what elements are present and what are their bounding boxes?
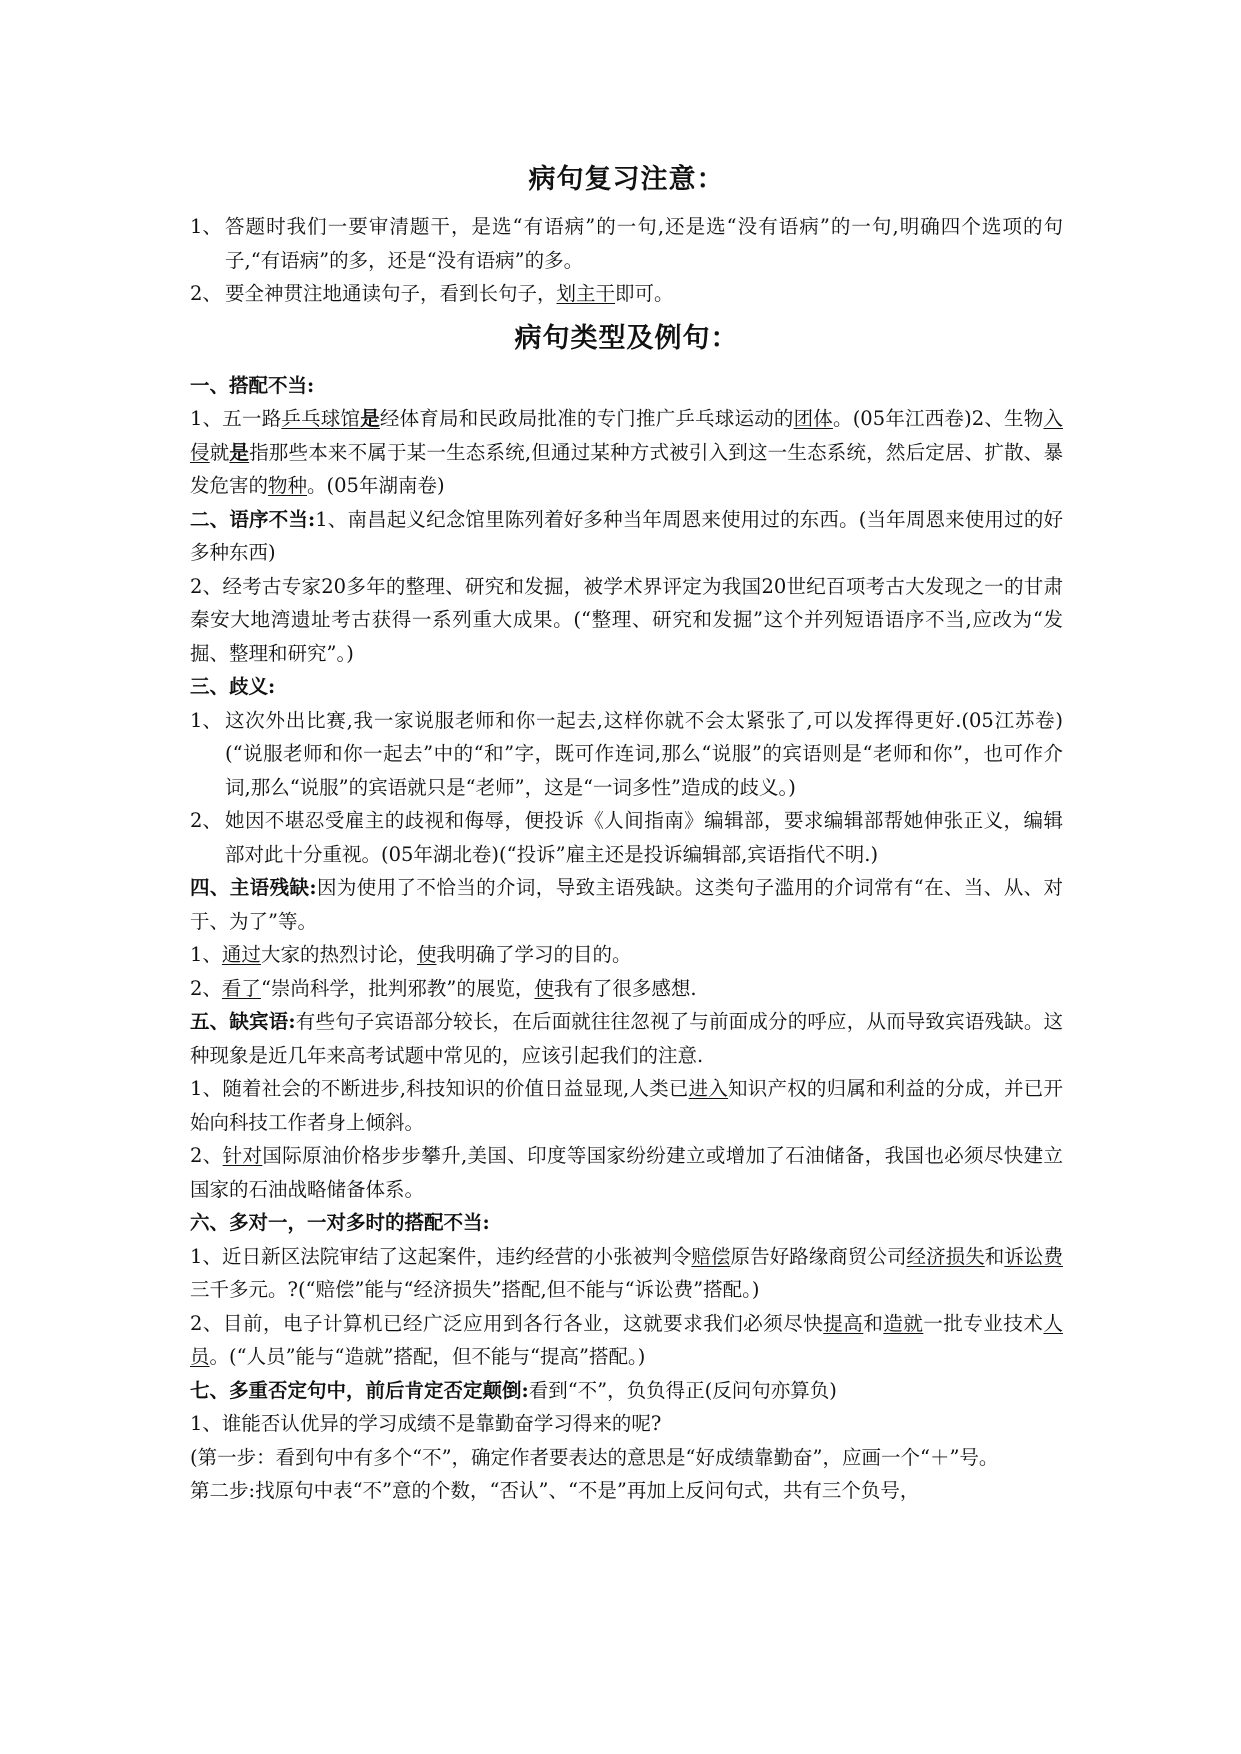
text-part: 。(“人员”能与“造就”搭配，但不能与“提高”搭配。)	[209, 1345, 646, 1368]
section-2-example-1	[190, 503, 1063, 570]
text-part: 。(05年江西卷)2、生物	[833, 407, 1044, 430]
section-1-examples	[190, 402, 1063, 503]
section-6-example-2	[190, 1307, 1063, 1374]
text-part: 1、五一路	[190, 407, 282, 430]
text-part: 知识产权的归属和利益的分成，并已开始向科技工作者身上倾斜。	[190, 1077, 1063, 1134]
note-text: 答题时我们一要审清题干，是选“有语病”的一句,还是选“没有语病”的一句,明确四个选项的句子,“有语病”的多，还是“没有语病”的多。	[225, 215, 1063, 272]
underlined-term: 划主干	[556, 282, 616, 305]
underlined-term: 人员	[190, 1311, 1063, 1368]
note-text-part: 要全神贯注地通读句子，看到长句子，	[225, 282, 557, 305]
note-text	[225, 277, 1063, 311]
item-number: 2、	[190, 809, 222, 832]
item-text: 这次外出比赛,我一家说服老师和你一起去,这样你就不会太紧张了,可以发挥得更好.(05江苏卷) (“说服老师和你一起去”中的“和”字，既可作连词,那么“说服”的宾语则是“老师和你”，也可作介词,那么“说服”的宾语就只是“老师”，这是“一词多性”造成的歧义。)	[225, 708, 1083, 799]
section-7-step-2: 第二步:找原句中表“不”意的个数，“否认”、“不是”再加上反问句式，共有三个负号，	[190, 1479, 920, 1502]
note-number: 1、	[190, 215, 222, 238]
text-part: 2、	[190, 1144, 223, 1167]
text-part: 有些句子宾语部分较长，在后面就往往忽视了与前面成分的呼应，从而导致宾语残缺。这种现象是近几年来高考试题中常见的，应该引起我们的注意.	[190, 1010, 1063, 1067]
section-4-example-1	[190, 938, 1063, 972]
underlined-term: 造就	[883, 1311, 924, 1335]
section-7-intro	[190, 1374, 1063, 1408]
section-3-heading: 三、歧义:	[190, 675, 276, 698]
underlined-term: 赔偿	[691, 1244, 731, 1268]
note-item-1	[190, 210, 1063, 277]
text-part: 和	[984, 1244, 1005, 1268]
text-part: 1、南昌起义纪念馆里陈列着好多种当年周恩来使用过的东西。(当年周恩来使用过的好多种东西)	[190, 507, 1064, 564]
note-item-2	[190, 277, 1063, 311]
note-text-part: 即可。	[615, 282, 674, 305]
section-1-heading: 一、搭配不当:	[190, 373, 315, 397]
underlined-term: 通过	[221, 943, 261, 966]
underlined-term: 使	[416, 943, 437, 966]
item-number: 1、	[190, 708, 222, 732]
text-part: 因为使用了不恰当的介词，导致主语残缺。这类句子滥用的介词常有“在、当、从、对于、为了”等。	[190, 876, 1063, 933]
item-text: 她因不堪忍受雇主的歧视和侮辱，便投诉《人间指南》编辑部，要求编辑部帮她伸张正义，编辑部对此十分重视。(05年湖北卷)(“投诉”雇主还是投诉编辑部,宾语指代不明.)	[225, 809, 1063, 866]
text-part: 国际原油价格步步攀升,美国、印度等国家纷纷建立或增加了石油储备，我国也必须尽快建立国家的石油战略储备体系。	[190, 1144, 1063, 1201]
section-7-example-1: 1、谁能否认优异的学习成绩不是靠勤奋学习得来的呢?	[190, 1412, 662, 1435]
section-2-example-2: 2、经考古专家20多年的整理、研究和发掘，被学术界评定为我国20世纪百项考古大发现之一的甘肃秦安大地湾遗址考古获得一系列重大成果。(“整理、研究和发掘”这个并列短语语序不当,应改为“发掘、整理和研究”。)	[190, 574, 1063, 665]
section-7-heading: 七、多重否定句中，前后肯定否定颠倒:	[190, 1378, 529, 1402]
text-part: 就	[209, 440, 230, 464]
sentence-types-title: 病句类型及例句：	[514, 322, 739, 354]
note-number: 2、	[190, 282, 222, 305]
underlined-term: 提高	[823, 1311, 864, 1335]
underlined-term: 诉讼费	[1004, 1244, 1063, 1268]
underlined-term: 是	[229, 440, 250, 464]
text-part: 经体育局和民政局批准的专门推广乒乓球运动的	[379, 407, 794, 430]
text-part: 我有了很多感想.	[553, 976, 697, 1000]
text-part: 1、随着社会的不断进步,科技知识的价值日益显现,人类已	[190, 1077, 689, 1100]
underlined-term: 看了	[221, 976, 261, 1000]
text-part: 原告好路缘商贸公司	[730, 1244, 907, 1268]
section-6-example-1	[190, 1240, 1063, 1307]
underlined-term: 进入	[688, 1077, 729, 1100]
section-5-example-1	[190, 1072, 1063, 1139]
section-5-example-2	[190, 1139, 1063, 1206]
underlined-term: 针对	[222, 1144, 263, 1167]
underlined-term: 物种	[268, 474, 308, 497]
underlined-term: 团体	[793, 407, 833, 430]
section-6-heading: 六、多对一，一对多时的搭配不当:	[190, 1211, 490, 1234]
underlined-term: 乒乓球馆	[281, 407, 361, 430]
text-part: 1、	[190, 943, 222, 966]
text-part: 指那些本来不属于某一生态系统,但通过某种方式被引入到这一生态系统，然后定居、扩散、暴发危害的	[190, 440, 1063, 497]
section-4-intro	[190, 871, 1063, 938]
text-part: “崇尚科学，批判邪教”的展览，	[260, 976, 535, 1000]
underlined-term: 是	[360, 407, 380, 430]
section-3-item-2	[190, 804, 1063, 871]
text-part: 一批专业技术	[923, 1311, 1044, 1335]
text-part: 。(05年湖南卷)	[307, 474, 445, 497]
section-4-example-2	[190, 972, 1063, 1006]
section-2-heading: 二、语序不当:	[190, 507, 316, 531]
text-part: 和	[863, 1311, 884, 1335]
section-4-heading: 四、主语残缺:	[190, 876, 317, 899]
text-part: 三千多元。?(“赔偿”能与“经济损失”搭配,但不能与“诉讼费”搭配。)	[190, 1278, 760, 1301]
underlined-term: 入侵	[190, 407, 1063, 464]
text-part: 大家的热烈讨论，	[260, 943, 417, 966]
underlined-term: 经济损失	[906, 1244, 985, 1268]
text-part: 2、	[190, 976, 222, 1000]
text-part: 看到“不”，负负得正(反问句亦算负)	[528, 1378, 837, 1402]
text-part: 1、近日新区法院审结了这起案件，违约经营的小张被判令	[190, 1244, 692, 1268]
section-5-intro	[190, 1005, 1063, 1072]
text-part: 我明确了学习的目的。	[436, 943, 632, 966]
section-5-heading: 五、缺宾语:	[190, 1010, 296, 1033]
document-content	[190, 158, 1083, 1508]
section-3-item-1	[190, 704, 1083, 805]
underlined-term: 使	[534, 976, 554, 1000]
review-notes-title: 病句复习注意：	[528, 164, 725, 195]
section-7-step-1: (第一步：看到句中有多个“不”，确定作者要表达的意思是“好成绩靠勤奋”，应画一个“＋”号。	[190, 1445, 999, 1469]
text-part: 2、目前，电子计算机已经广泛应用到各行各业，这就要求我们必须尽快	[190, 1311, 824, 1335]
